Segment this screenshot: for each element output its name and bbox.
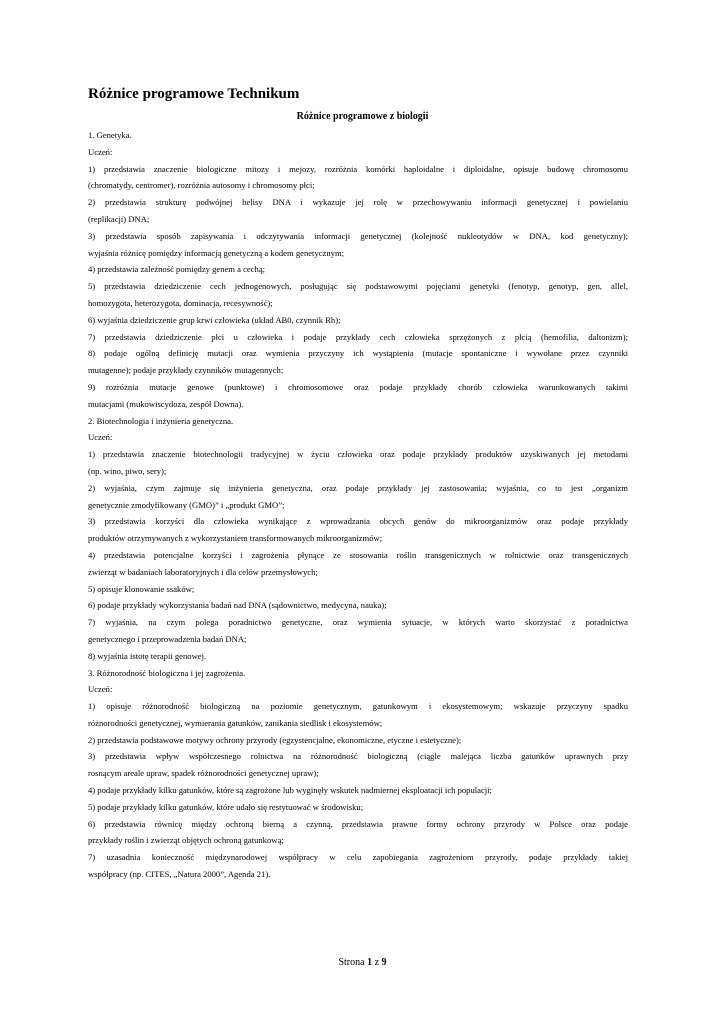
text-line: 1. Genetyka. xyxy=(88,130,132,140)
text-line: 4) podaje przykłady kilku gatunków, które są zagrożone lub wyginęły wskutek nadmiernej eksploatacji ich populacji; xyxy=(88,785,492,796)
text-line: mutacjami (mukowiscydoza, zespół Downa). xyxy=(88,398,244,409)
text-line: (replikacji) DNA; xyxy=(88,213,150,224)
page-footer xyxy=(0,957,725,968)
text-line: 6) wyjaśnia dziedziczenie grup krwi człowieka (układ AB0, czynnik Rh); xyxy=(88,314,341,325)
document-subtitle: Różnice programowe z biologii xyxy=(296,111,429,122)
text-line: homozygota, heterozygota, dominacja, recesywność); xyxy=(88,297,273,308)
text-line: 8) wyjaśnia istotę terapii genowej. xyxy=(88,650,207,661)
text-line: Uczeń: xyxy=(88,432,113,443)
document-title: Różnice programowe Technikum xyxy=(88,86,300,102)
text-line: mutagenne); podaje przykłady czynników mutagennych; xyxy=(88,365,284,376)
text-line: zwierząt w badaniach laboratoryjnych i dla celów przemysłowych; xyxy=(88,566,318,577)
text-line: 7) uzasadnia konieczność międzynarodowej współpracy w celu zapobiegania zagrożeniom przyrody, podaje przykłady takiej xyxy=(88,852,628,863)
text-line: produktów otrzymywanych z wykorzystaniem transformowanych mikroorganizmów; xyxy=(88,533,383,544)
text-line: 4) przedstawia zależność pomiędzy genem a cechą; xyxy=(88,264,266,275)
text-line: (np. wino, piwo, sery); xyxy=(88,465,167,476)
text-line: różnorodności genetycznej, wymierania gatunków, zanikania siedlisk i ekosystemów; xyxy=(88,717,383,728)
text-line: genetycznego i przeprowadzenia badań DNA; xyxy=(88,633,247,644)
text-line: 7) przedstawia dziedziczenie płci u człowieka i podaje przykłady cech człowieka sprzężonych z płcią (hemofilia, daltonizm); xyxy=(88,331,628,342)
text-line: 4) przedstawia potencjalne korzyści i zagrożenia płynące ze stosowania roślin transgenicznych w rolnictwie oraz transgenicznych xyxy=(88,549,628,560)
text-line: wyjaśnia różnicę pomiędzy informacją genetyczną a kodem genetycznym; xyxy=(88,247,345,258)
text-line: 3) przedstawia wpływ współczesnego rolnictwa na różnorodność biologiczną (ciągle malejąca liczba gatunków uprawnych przy xyxy=(88,751,628,762)
text-line: genetycznie zmodyfikowany (GMO)” i „produkt GMO”; xyxy=(88,499,285,510)
text-line: 5) podaje przykłady kilku gatunków, które udało się restytuować w środowisku; xyxy=(88,801,364,812)
text-line: Uczeń: xyxy=(88,146,113,157)
text-line: 6) przedstawia równicę między ochroną bierną a czynną, przedstawia prawne formy ochrony przyrody w Polsce oraz podaje xyxy=(88,818,628,829)
text-line: 6) podaje przykłady wykorzystania badań nad DNA (sądownictwo, medycyna, nauka); xyxy=(88,600,387,611)
text-line: 7) wyjaśnia, na czym polega poradnictwo genetyczne, oraz wymienia sytuacje, w których warto skorzystać z poradnictwa xyxy=(88,617,628,628)
text-line: 1) opisuje różnorodność biologiczną na poziomie genetycznym, gatunkowym i ekosystemowym; wskazuje przyczyny spadku xyxy=(88,701,628,712)
footer-page-total: 9 xyxy=(381,957,387,968)
text-line: 2) wyjaśnia, czym zajmuje się inżynieria genetyczna, oraz podaje przykłady jej zastosowania; wyjaśnia, co to jest „organizm xyxy=(88,482,628,493)
text-line: 3) przedstawia sposób zapisywania i odczytywania informacji genetycznej (kolejność nukleotydów w DNA, kod genetyczny); xyxy=(88,230,628,241)
text-line: 3. Różnorodność biologiczna i jej zagrożenia. xyxy=(88,667,246,678)
text-line: Uczeń: xyxy=(88,684,113,695)
footer-separator: z xyxy=(372,957,382,968)
document-body xyxy=(88,127,628,883)
text-line: 1) przedstawia znaczenie biologiczne mitozy i mejozy, rozróżnia komórki haploidalne i diploidalne, opisuje budowę chromosomu xyxy=(88,163,628,174)
text-line: 2. Biotechnologia i inżynieria genetyczna. xyxy=(88,415,234,426)
text-line: 1) przedstawia znaczenie biotechnologii tradycyjnej w życiu człowieka oraz podaje przykłady produktów uzyskiwanych jej metodami xyxy=(88,449,628,460)
text-line: 3) przedstawia korzyści dla człowieka wynikające z wprowadzania obcych genów do mikroorganizmów oraz podaje przykłady xyxy=(88,516,628,527)
footer-page-number: 1 xyxy=(367,957,373,968)
text-line: 8) podaje ogólną definicję mutacji oraz wymienia przyczyny ich wystąpienia (mutacje spontaniczne i wywołane przez czynniki xyxy=(88,348,628,359)
text-line: 2) przedstawia podstawowe motywy ochrony przyrody (egzystencjalne, ekonomiczne, etyczne i estetyczne); xyxy=(88,734,462,745)
text-line: przykłady roślin i zwierząt objętych ochroną gatunkową; xyxy=(88,835,284,846)
footer-prefix: Strona xyxy=(338,957,368,968)
text-line: 2) przedstawia strukturę podwójnej helisy DNA i wykazuje jej rolę w przechowywaniu informacji genetycznej i powielaniu xyxy=(88,197,628,208)
text-line: 5) opisuje klonowanie ssaków; xyxy=(88,583,195,594)
text-line: współpracy (np. CITES, „Natura 2000”, Agenda 21). xyxy=(88,869,271,880)
text-line: 9) rozróżnia mutacje genowe (punktowe) i chromosomowe oraz podaje przykłady chorób człowieka warunkowanych takimi xyxy=(88,381,628,392)
text-line: rosnącym areale upraw, spadek różnorodności genetycznej upraw); xyxy=(88,768,319,779)
text-line: (chromatydy, centromer), rozróżnia autosomy i chromosomy płci; xyxy=(88,180,315,191)
text-line: 5) przedstawia dziedziczenie cech jednogenowych, posługując się podstawowymi pojęciami genetyki (fenotyp, genotyp, gen, allel, xyxy=(88,281,628,292)
